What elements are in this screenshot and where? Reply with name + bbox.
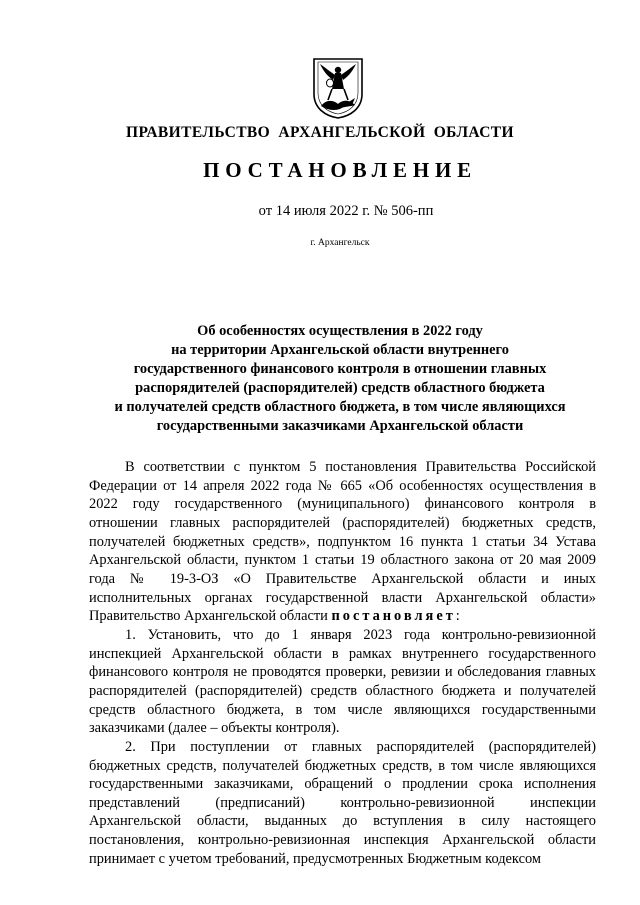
title-line: государственными заказчиками Архангельской области [156,418,524,434]
title-line: Об особенностях осуществления в 2022 году [197,323,483,339]
preamble-text: В соответствии с пунктом 5 постановления Правительства Российской Федерации от 14 апреля 2022 года № 665 «Об особенностях осуществления в 2022 году государственного (муниципального) финансового контроля в отношении главных распорядителей (распорядителей) бюджетных средств, получателей бюджетных средств», подпунктом 16 пункта 1 статьи 34 Устава Архангельской области, пунктом 1 статьи 19 областного закона от 20 мая 2009 года № 19-3-ОЗ «О Правительстве Архангельской области и иных исполнительных органах государственной власти Архангельской области» Правительство Архангельской области [89,459,596,625]
item-1-paragraph: 1. Установить, что до 1 января 2023 года контрольно-ревизионной инспекцией Архангельской области в рамках внутреннего государственного финансового контроля не проводятся проверки, ревизии и обследования главных распорядителей (распорядителей) средств областного бюджета и получателей средств областного бюджета, в том числе являющихся государственными заказчиками (далее – объекты контроля). [89,626,596,737]
coat-of-arms-icon [311,56,365,120]
document-type: ПОСТАНОВЛЕНИЕ [203,158,477,182]
document-title [60,322,620,436]
item-2-paragraph: 2. При поступлении от главных распорядителей (распорядителей) бюджетных средств, получателей бюджетных средств, в том числе являющихся государственными заказчиками, обращений о продлении срока исполнения представлений (предписаний) контрольно-ревизионной инспекции Архангельской области, выданных до вступления в силу настоящего постановления, контрольно-ревизионная инспекция Архангельской области принимает с учетом требований, предусмотренных Бюджетным кодексом [89,738,596,867]
government-name: ПРАВИТЕЛЬСТВО АРХАНГЕЛЬСКОЙ ОБЛАСТИ [125,124,514,141]
title-line: и получателей средств областного бюджета, в том числе являющихся [114,399,566,415]
title-line: государственного финансового контроля в отношении главных [133,361,547,377]
document-city: г. Архангельск [310,238,370,248]
resolves-word: постановляет [331,608,456,625]
document-body [89,458,596,868]
title-line: на территории Архангельской области внутреннего [171,342,509,358]
document-date-number: от 14 июля 2022 г. № 506-пп [258,203,434,219]
title-line: распорядителей (распорядителей) средств областного бюджета [135,380,545,396]
preamble-paragraph [89,458,596,626]
resolves-colon: : [455,608,460,625]
